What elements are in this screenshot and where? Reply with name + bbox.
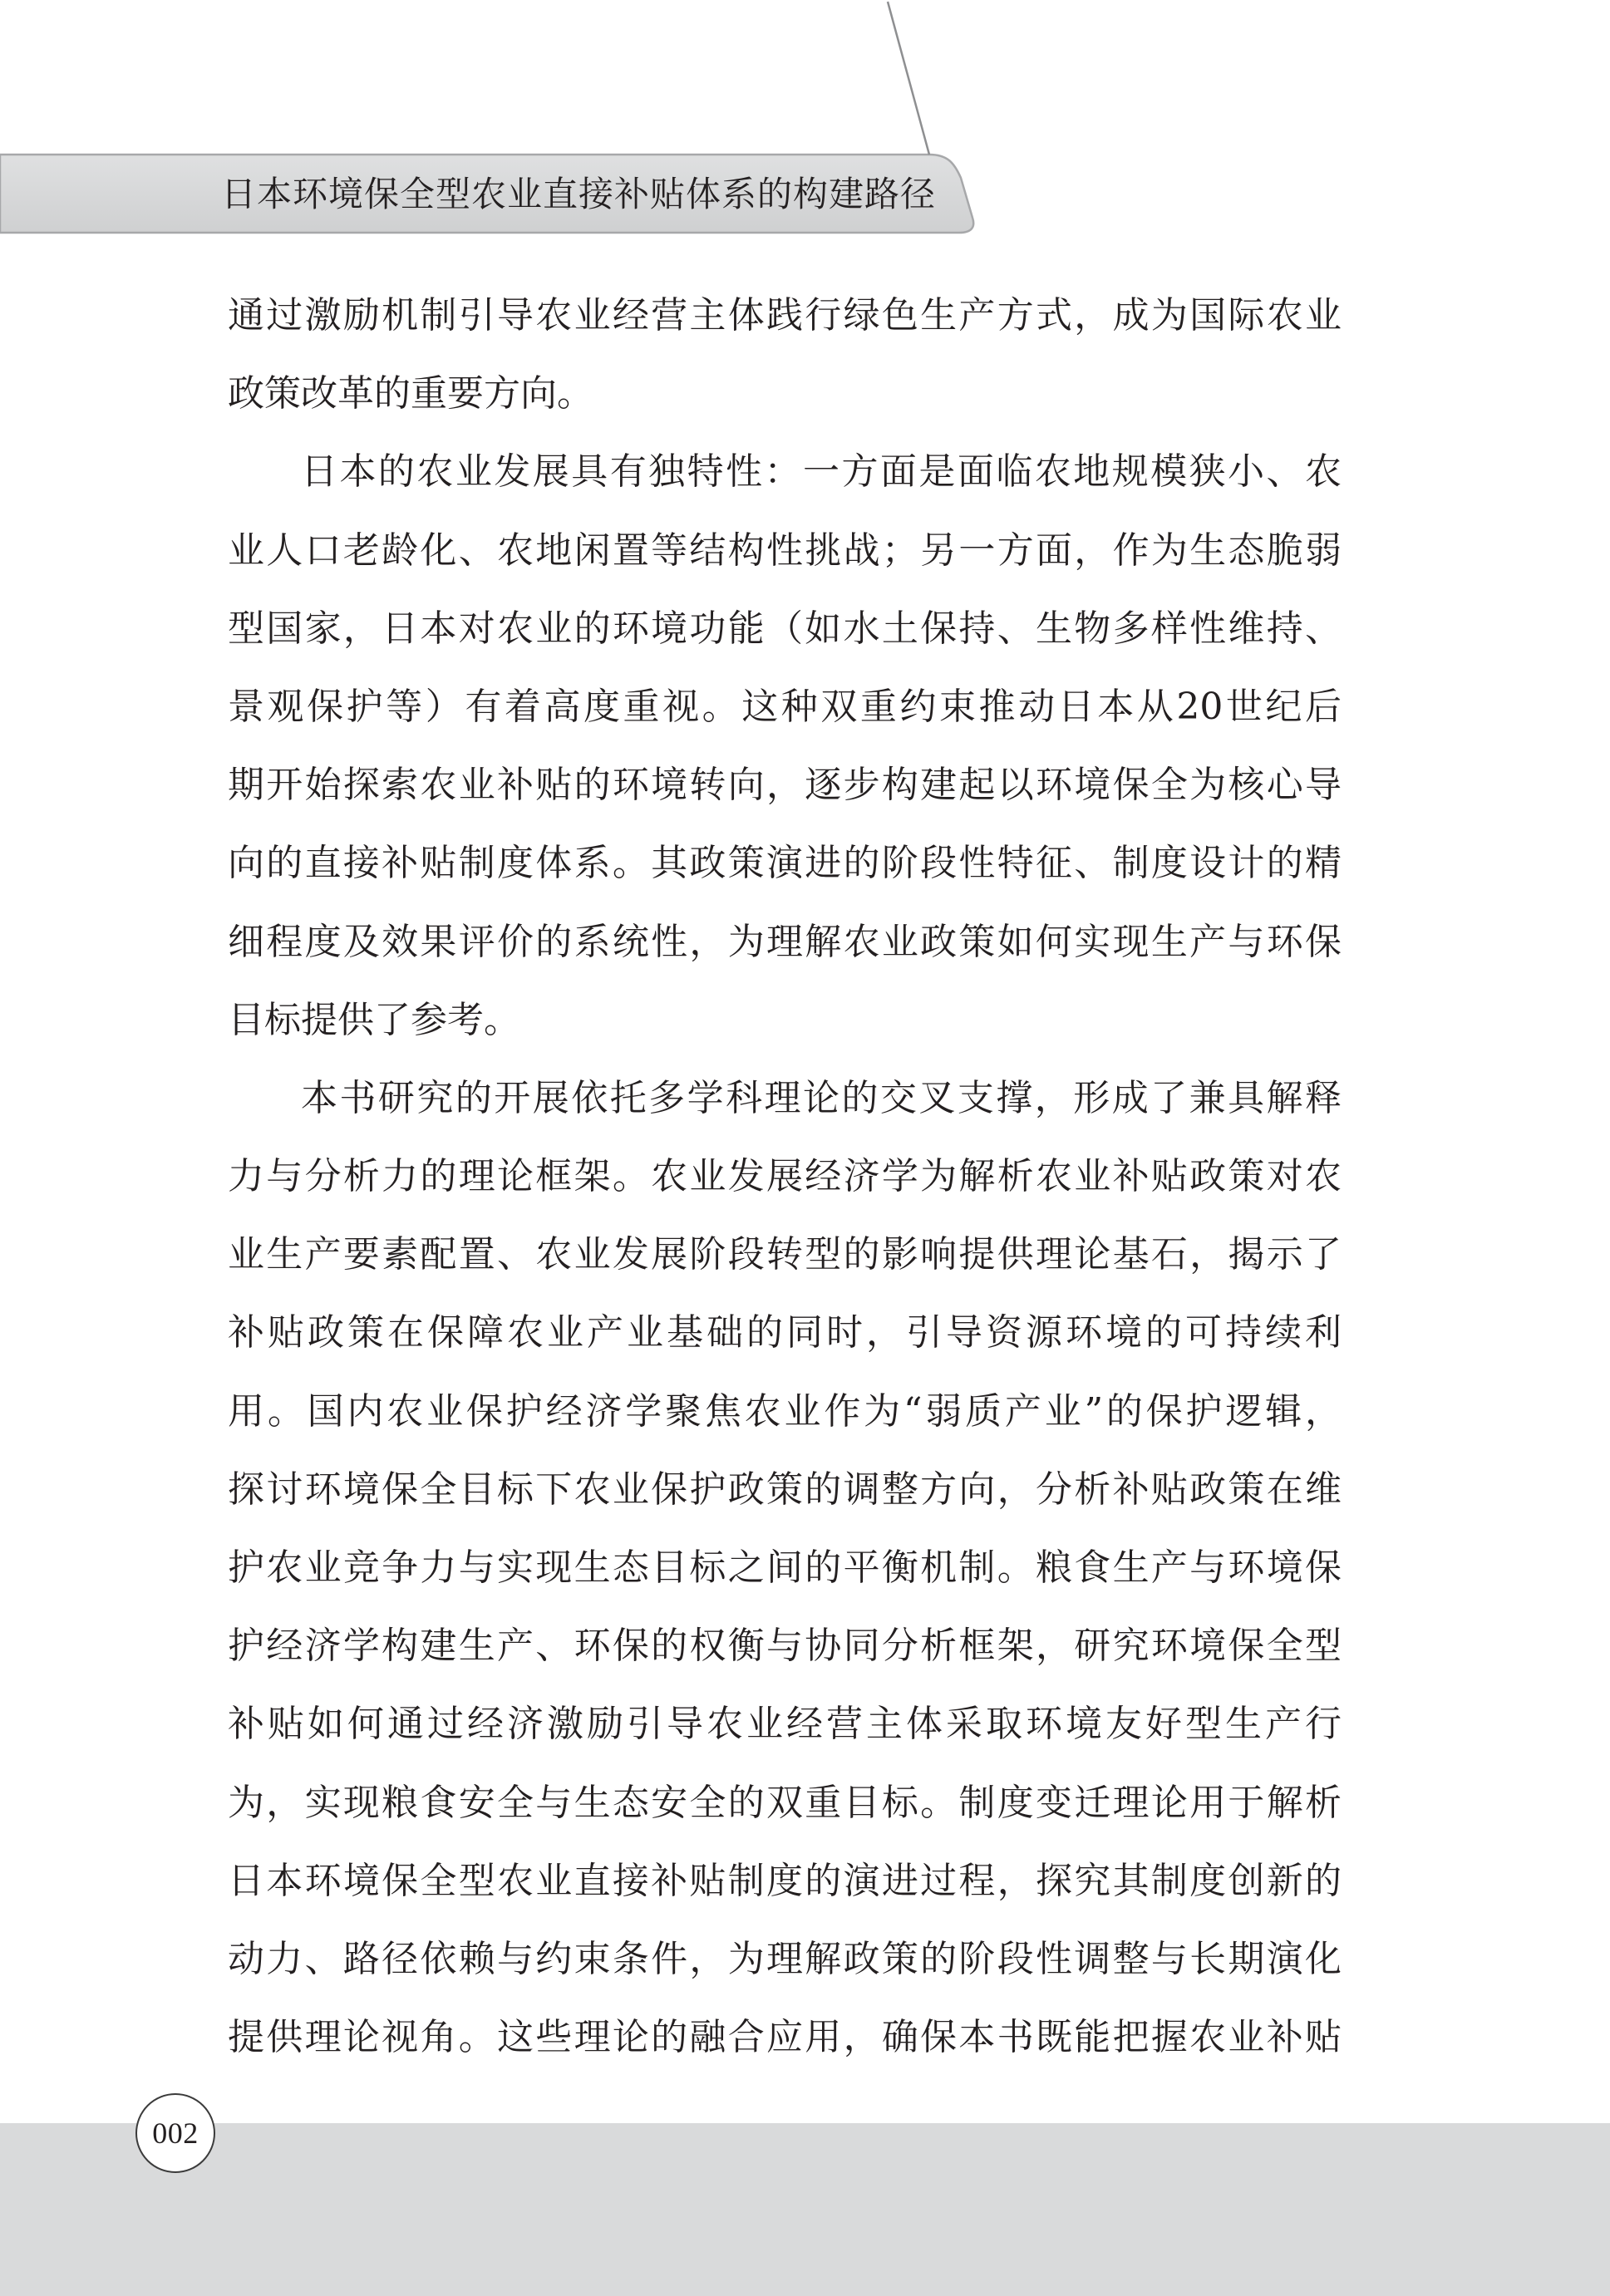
text-line: 补贴如何通过经济激励引导农业经营主体采取环境友好型生产行 <box>228 1703 1342 1746</box>
text-line: 目标提供了参考。 <box>228 998 520 1041</box>
text-line: 探讨环境保全目标下农业保护政策的调整方向，分析补贴政策在维 <box>228 1468 1342 1511</box>
footer-band <box>0 2123 1610 2296</box>
text-line: 护经济学构建生产、环保的权衡与协同分析框架，研究环境保全型 <box>228 1625 1342 1668</box>
text-line: 日本的农业发展具有独特性：一方面是面临农地规模狭小、农 <box>301 450 1342 494</box>
page-number: 002 <box>152 2117 199 2150</box>
text-line: 细程度及效果评价的系统性，为理解农业政策如何实现生产与环保 <box>228 920 1342 963</box>
text-line: 向的直接补贴制度体系。其政策演进的阶段性特征、制度设计的精 <box>228 842 1342 885</box>
running-header-title: 日本环境保全型农业直接补贴体系的构建路径 <box>221 174 937 214</box>
text-line: 业生产要素配置、农业发展阶段转型的影响提供理论基石，揭示了 <box>228 1233 1342 1276</box>
text-line: 补贴政策在保障农业产业基础的同时，引导资源环境的可持续利 <box>228 1311 1342 1354</box>
text-line: 护农业竞争力与实现生态目标之间的平衡机制。粮食生产与环境保 <box>228 1546 1342 1589</box>
body-text <box>228 286 1342 2086</box>
text-line: 本书研究的开展依托多学科理论的交叉支撑，形成了兼具解释 <box>301 1076 1342 1119</box>
page-number-badge <box>135 2093 215 2173</box>
text-line: 力与分析力的理论框架。农业发展经济学为解析农业补贴政策对农 <box>228 1155 1342 1198</box>
text-line: 为，实现粮食安全与生态安全的双重目标。制度变迁理论用于解析 <box>228 1781 1342 1824</box>
text-line: 用。国内农业保护经济学聚焦农业作为“弱质产业”的保护逻辑， <box>228 1389 1342 1433</box>
text-line: 业人口老龄化、农地闲置等结构性挑战；另一方面，作为生态脆弱 <box>228 529 1342 572</box>
text-line: 提供理论视角。这些理论的融合应用，确保本书既能把握农业补贴 <box>228 2016 1342 2059</box>
text-line: 期开始探索农业补贴的环境转向，逐步构建起以环境保全为核心导 <box>228 764 1342 807</box>
text-line: 景观保护等）有着高度重视。这种双重约束推动日本从20世纪后 <box>228 685 1342 728</box>
text-line: 政策改革的重要方向。 <box>228 372 593 415</box>
text-line: 日本环境保全型农业直接补贴制度的演进过程，探究其制度创新的 <box>228 1859 1342 1902</box>
text-line: 型国家，日本对农业的环境功能（如水土保持、生物多样性维持、 <box>228 607 1342 650</box>
text-line: 通过激励机制引导农业经营主体践行绿色生产方式，成为国际农业 <box>228 294 1342 337</box>
header-diagonal-rule <box>888 2 929 155</box>
text-line: 动力、路径依赖与约束条件，为理解政策的阶段性调整与长期演化 <box>228 1937 1342 1980</box>
